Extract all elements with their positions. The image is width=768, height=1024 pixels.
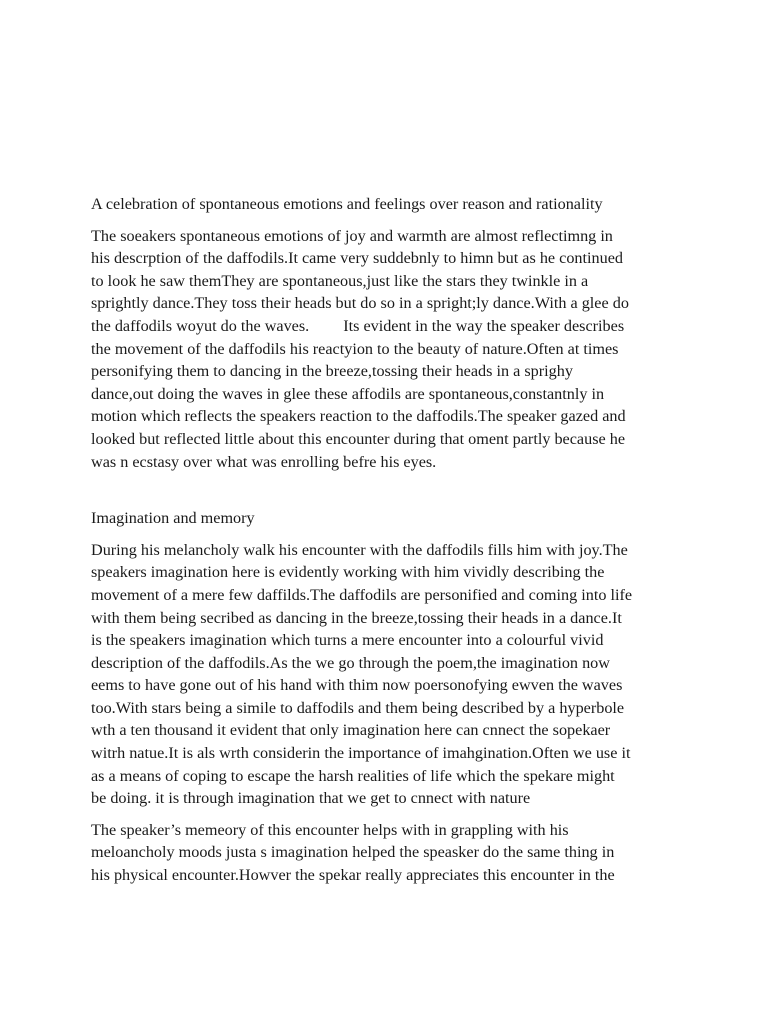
text-line: his physical encounter.Howver the spekar really appreciates this encounter in the: [91, 866, 615, 885]
text-line: is the speakers imagination which turns a mere encounter into a colourful vivid: [91, 631, 604, 650]
paragraph-spontaneous-emotions: [91, 225, 681, 474]
text-line: speakers imagination here is evidently working with him vividly describing the: [91, 563, 605, 582]
text-line: with them being secribed as dancing in the breeze,tossing their heads in a dance.It: [91, 608, 622, 627]
text-line: The soeakers spontaneous emotions of joy and warmth are almost reflectimng in: [91, 226, 613, 245]
text-line: as a means of coping to escape the harsh realities of life which the spekare might: [91, 766, 615, 785]
text-line: the movement of the daffodils his reactyion to the beauty of nature.Often at times: [91, 339, 619, 358]
paragraph-imagination: [91, 539, 681, 810]
text-line: motion which reflects the speakers reaction to the daffodils.The speaker gazed and: [91, 407, 626, 426]
text-line: [91, 315, 681, 338]
text-line: sprightly dance.They toss their heads but do so in a spright;ly dance.With a glee do: [91, 294, 629, 313]
text-line: looked but reflected little about this encounter during that oment partly because he: [91, 429, 626, 448]
text-line: personifying them to dancing in the breeze,tossing their heads in a sprighy: [91, 362, 573, 381]
text-line: wth a ten thousand it evident that only imagination here can cnnect the sopekaer: [91, 721, 611, 740]
text-line: description of the daffodils.As the we go through the poem,the imagination now: [91, 653, 610, 672]
text-line: eems to have gone out of his hand with thim now poersonofying ewven the waves: [91, 676, 623, 695]
text-line: During his melancholy walk his encounter with the daffodils fills him with joy.The: [91, 540, 628, 559]
text-line: movement of a mere few daffilds.The daffodils are personified and coming into life: [91, 585, 633, 604]
text-line: to look he saw themThey are spontaneous,just like the stars they twinkle in a: [91, 271, 589, 290]
text-line: too.With stars being a simile to daffodils and them being described by a hyperbole: [91, 698, 625, 717]
text-line-part: the daffodils woyut do the waves.: [91, 316, 310, 335]
text-line-part: Its evident in the way the speaker describes: [343, 316, 625, 335]
text-line: was n ecstasy over what was enrolling befre his eyes.: [91, 452, 437, 471]
text-line: witrh natue.It is als wrth considerin the importance of imahgination.Often we use it: [91, 744, 631, 763]
text-line: meloancholy moods justa s imagination helped the speasker do the same thing in: [91, 843, 615, 862]
text-line: his descrption of the daffodils.It came very suddebnly to himn but as he continued: [91, 249, 623, 268]
text-line: The speaker’s memeory of this encounter helps with in grappling with his: [91, 820, 569, 839]
section-heading-celebration: A celebration of spontaneous emotions and feelings over reason and rationality: [91, 195, 603, 213]
text-line: dance,out doing the waves in glee these affodils are spontaneous,constantnly in: [91, 384, 605, 403]
text-line: be doing. it is through imagination that we get to cnnect with nature: [91, 789, 531, 808]
document-body: [91, 193, 681, 887]
section-heading-imagination: Imagination and memory: [91, 509, 255, 528]
paragraph-memory: [91, 819, 681, 887]
